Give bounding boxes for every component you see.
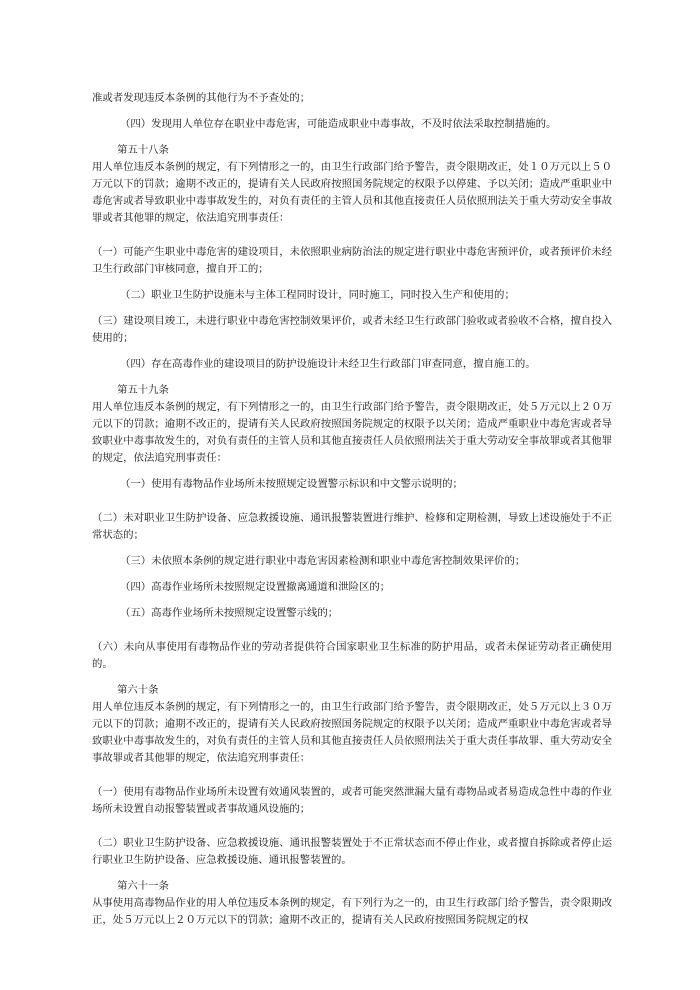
paragraph-spacer xyxy=(92,622,612,639)
clause-item: （四）存在高毒作业的建设项目的防护设施设计未经卫生行政部门审查同意，擅自施工的。 xyxy=(120,358,536,370)
paragraph: 用人单位违反本条例的规定，有下列情形之一的，由卫生行政部门给予警告，责令限期改正，处５万元以上３０万元以下的罚款；逾期不改正的，提请有关人民政府按照国务院规定的权限予以关闭；造成严重职业中毒危害或者导致职业中毒事故发生的，对负有责任的主管人员和其他直接责任人员依照刑法关于重大责任事故罪、重大劳动安全事故罪或者其他罪的规定，依法追究刑事责任： xyxy=(92,701,612,764)
paragraph: （一）使用有毒物品作业场所未设置有效通风装置的，或者可能突然泄漏大量有毒物品或者易造成急性中毒的作业场所未设置自动报警装置或者事故通风设施的； xyxy=(92,786,612,815)
paragraph: （六）未向从事使用有毒物品作业的劳动者提供符合国家职业卫生标准的防护用品，或者未保证劳动者正确使用的。 xyxy=(92,641,612,670)
clause-item: （五）高毒作业场所未按照规定设置警示线的； xyxy=(120,607,339,619)
document-page xyxy=(92,90,612,929)
article-heading: 第五十八条 xyxy=(117,144,169,156)
paragraph-spacer xyxy=(92,467,612,476)
paragraph: 用人单位违反本条例的规定，有下列情形之一的，由卫生行政部门给予警告，责令限期改正，处５万元以上２０万元以下的罚款；逾期不改正的，提请有关人民政府按照国务院规定的权限予以关闭；造成严重职业中毒危害或者导致职业中毒事故发生的，对负有责任的主管人员和其他直接责任人员依照刑法关于重大劳动安全事故罪或者其他罪的规定，依法追究刑事责任： xyxy=(92,401,612,464)
paragraph-spacer xyxy=(92,304,612,313)
paragraph: 从事使用高毒物品作业的用人单位违反本条例的规定，有下列行为之一的，由卫生行政部门给予警告，责令限期改正，处５万元以上２０万元以下的罚款；逾期不改正的，提请有关人民政府按照国务院规定的权 xyxy=(92,897,612,926)
paragraph-spacer xyxy=(92,493,612,510)
paragraph-spacer xyxy=(92,570,612,579)
clause-item: （四）高毒作业场所未按照规定设置撤离通道和泄险区的； xyxy=(120,581,391,593)
paragraph: （二）职业卫生防护设备、应急救援设施、通讯报警装置处于不正常状态而不停止作业，或者擅自拆除或者停止运行职业卫生防护设备、应急救援设施、通讯报警装置的。 xyxy=(92,837,612,866)
clause-item: （二）职业卫生防护设施未与主体工程同时设计，同时施工，同时投入生产和使用的； xyxy=(120,289,515,301)
article-heading: 第六十条 xyxy=(117,684,159,696)
paragraph-spacer xyxy=(92,227,612,244)
clause-item: （一）使用有毒物品作业场所未按照规定设置警示标识和中文警示说明的； xyxy=(120,478,463,490)
paragraph-spacer xyxy=(92,373,612,382)
paragraph-spacer xyxy=(92,278,612,287)
paragraph: 用人单位违反本条例的规定，有下列情形之一的，由卫生行政部门给予警告，责令限期改正，处１０万元以上５０万元以下的罚款；逾期不改正的，提请有关人民政府按照国务院规定的权限予以停建、予以关闭；造成严重职业中毒危害或者导致职业中毒事故发生的，对负有责任的主管人员和其他直接责任人员依照刑法关于重大劳动安全事故罪或者其他罪的规定，依法追究刑事责任： xyxy=(92,161,612,224)
paragraph-spacer xyxy=(92,818,612,835)
paragraph-spacer xyxy=(92,347,612,356)
paragraph-spacer xyxy=(92,767,612,784)
paragraph-spacer xyxy=(92,673,612,682)
article-heading: 第六十一条 xyxy=(117,880,169,892)
paragraph-spacer xyxy=(92,107,612,116)
paragraph: 准或者发现违反本条例的其他行为不予查处的； xyxy=(92,92,311,104)
paragraph: （二）未对职业卫生防护设备、应急救援设施、通讯报警装置进行维护、检修和定期检测，导致上述设施处于不正常状态的； xyxy=(92,512,612,541)
paragraph-spacer xyxy=(92,869,612,878)
clause-item: （四）发现用人单位存在职业中毒危害，可能造成职业中毒事故，不及时依法采取控制措施的。 xyxy=(120,118,557,130)
paragraph-spacer xyxy=(92,596,612,605)
article-heading: 第五十九条 xyxy=(117,384,169,396)
paragraph-spacer xyxy=(92,544,612,553)
paragraph: （一）可能产生职业中毒危害的建设项目，未依照职业病防治法的规定进行职业中毒危害预评价，或者预评价未经卫生行政部门审核同意，擅自开工的； xyxy=(92,246,612,275)
paragraph: （三）建设项目竣工，未进行职业中毒危害控制效果评价，或者未经卫生行政部门验收或者验收不合格，擅自投入使用的； xyxy=(92,315,612,344)
clause-item: （三）未依照本条例的规定进行职业中毒危害因素检测和职业中毒危害控制效果评价的； xyxy=(120,555,526,567)
paragraph-spacer xyxy=(92,133,612,142)
